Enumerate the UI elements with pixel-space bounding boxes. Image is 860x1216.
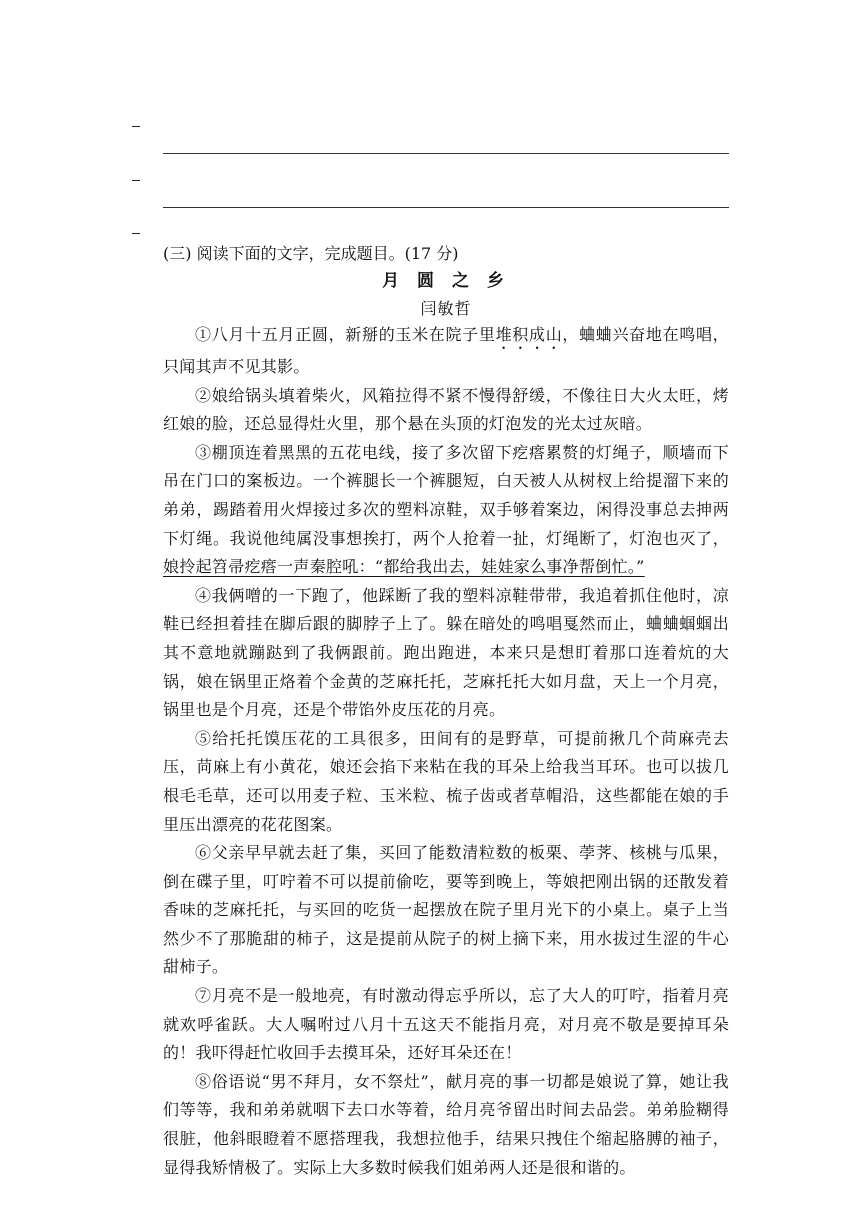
margin-dash bbox=[132, 126, 140, 127]
paragraph-7: ⑦月亮不是一般地亮，有时激动得忘乎所以，忘了大人的叮咛，指着月亮就欢呼雀跃。大人嘱咐过八月十五这天不能指月亮，对月亮不敬是要掉耳朵的！我吓得赶忙收回手去摸耳朵，还好耳朵还在！ bbox=[163, 986, 729, 1063]
paragraph-1 bbox=[163, 321, 729, 382]
answer-line bbox=[163, 207, 729, 208]
paragraph-1-text-end: ，蛐蛐兴奋地在鸣唱，只闻其声不见其影。 bbox=[163, 325, 729, 376]
margin-dash bbox=[132, 180, 140, 181]
paragraph-1-text: ①八月十五月正圆，新掰的玉米在院子里 bbox=[195, 325, 496, 344]
paragraph-2: ②娘给锅头填着柴火，风箱拉得不紧不慢得舒缓，不像往日大火太旺，烤红娘的脸，还总显得灶火里，那个悬在头顶的灯泡发的光太过灰暗。 bbox=[163, 385, 729, 434]
article-title: 月 圆 之 乡 bbox=[382, 271, 510, 291]
dotted-phrase: 堆积成山 bbox=[495, 325, 563, 344]
section-heading: (三) 阅读下面的文字，完成题目。(17 分) bbox=[163, 244, 459, 263]
underlined-sentence: 娘拎起笤帚疙瘩一声秦腔吼：“都给我出去，娃娃家么事净帮倒忙。” bbox=[163, 557, 645, 577]
margin-dash bbox=[132, 233, 140, 234]
article-body bbox=[163, 321, 729, 1182]
paragraph-3-text: ③棚顶连着黑黑的五花电线，接了多次留下疙瘩累赘的灯绳子，顺墙而下吊在门口的案板边。一个裤腿长一个裤腿短，白天被人从树杈上给提溜下来的弟弟，踢踏着用火焊接过多次的塑料凉鞋，双手够着案边，闲得没事总去抻两下灯绳。我说他纯属没事想挨打，两个人抢着一扯，灯绳断了，灯泡也灭了， bbox=[163, 442, 729, 548]
paragraph-5: ⑤给托托馍压花的工具很多，田间有的是野草，可提前揪几个苘麻壳去压，苘麻上有小黄花，娘还会掐下来粘在我的耳朵上给我当耳环。也可以拔几根毛毛草，还可以用麦子粒、玉米粒、梳子齿或者草帽沿，这些都能在娘的手里压出漂亮的花花图案。 bbox=[163, 728, 729, 834]
paragraph-6: ⑥父亲早早就去赶了集，买回了能数清粒数的板栗、荸荠、核桃与瓜果，倒在碟子里，叮咛着不可以提前偷吃，要等到晚上，等娘把刚出锅的还散发着香味的芝麻托托，与买回的吃货一起摆放在院子里月光下的小桌上。桌子上当然少不了那脆甜的柿子，这是提前从院子的树上摘下来，用水拔过生涩的牛心甜柿子。 bbox=[163, 843, 729, 977]
paragraph-3 bbox=[163, 439, 729, 582]
paragraph-8: ⑧俗语说“男不拜月，女不祭灶”，献月亮的事一切都是娘说了算，她让我们等等，我和弟弟就咽下去口水等着，给月亮爷留出时间去品尝。弟弟脸糊得很脏，他斜眼瞪着不愿搭理我，我想拉他手，结果只拽住个缩起胳膊的袖子，显得我矫情极了。实际上大多数时候我们姐弟两人还是很和谐的。 bbox=[163, 1071, 729, 1177]
article-author: 闫敏哲 bbox=[420, 299, 472, 318]
answer-line bbox=[163, 153, 729, 154]
paragraph-4: ④我俩噌的一下跑了，他踩断了我的塑料凉鞋带带，我追着抓住他时，凉鞋已经担着挂在脚后跟的脚脖子上了。躲在暗处的鸣唱戛然而止，蛐蛐蝈蝈出其不意地就蹦跶到了我俩跟前。跑出跑进，本来只是想盯着那口连着炕的大锅，娘在锅里正烙着个金黄的芝麻托托，芝麻托托大如月盘，天上一个月亮，锅里也是个月亮，还是个带馅外皮压花的月亮。 bbox=[163, 585, 729, 720]
